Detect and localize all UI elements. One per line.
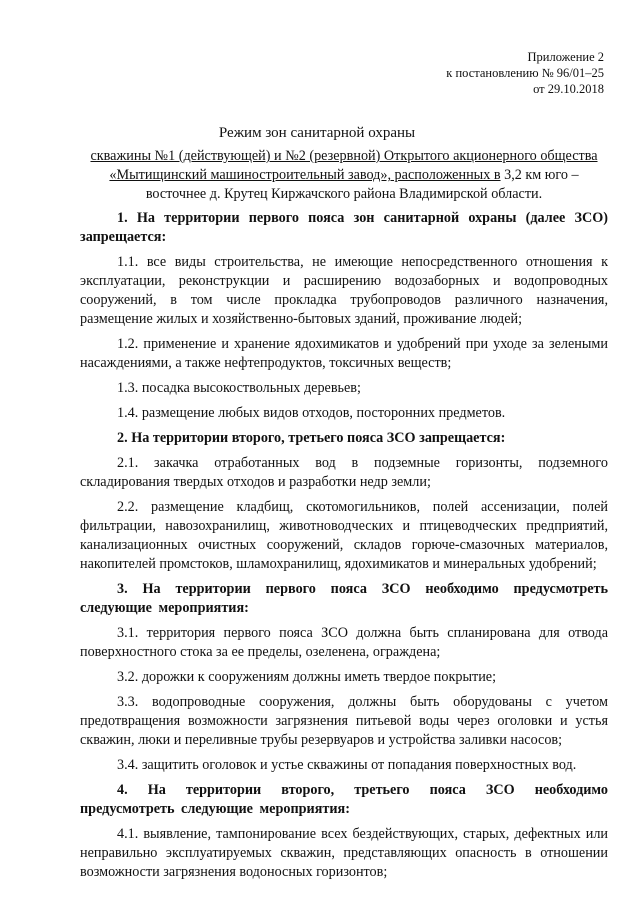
annex-resolution-number: к постановлению № 96/01–25: [446, 66, 604, 80]
annex-reference: [446, 49, 604, 97]
item-4-1: 4.1. выявление, тампонирование всех бездействующих, старых, дефектных или неправильно эксплуатируемых скважин, представляющих опасность в отношении возможности загрязнения водоносных горизонтов;: [80, 826, 608, 880]
subtitle-location-text: 3,2 км юго – восточнее д. Крутец Киржачского района Владимирской области.: [145, 167, 579, 202]
document-body: [80, 147, 608, 888]
item-3-1: 3.1. территория первого пояса ЗСО должна быть спланирована для отвода поверхностного стока за ее пределы, озеленена, ограждена;: [80, 625, 608, 660]
item-1-3: 1.3. посадка высокоствольных деревьев;: [117, 380, 361, 396]
document-title: Режим зон санитарной охраны: [218, 125, 416, 141]
subtitle-underlined-text: скважины №1 (действующей) и №2 (резервной) Открытого акционерного общества «Мытищинский машиностроительный завод», расположенных в: [90, 148, 598, 183]
item-1-4: 1.4. размещение любых видов отходов, посторонних предметов.: [117, 405, 506, 421]
item-2-1: 2.1. закачка отработанных вод в подземные горизонты, подземного складирования твердых отходов и разработки недр земли;: [80, 455, 608, 490]
item-2-2: 2.2. размещение кладбищ, скотомогильников, полей ассенизации, полей фильтрации, навозохранилищ, животноводческих и птицеводческих предприятий, канализационных очистных сооружений, складов горюче-смазочных материалов, накопителей промстоков, шламохранилищ, ядохимикатов и минеральных удобрений;: [80, 499, 608, 572]
item-3-3: 3.3. водопроводные сооружения, должны быть оборудованы с учетом предотвращения возможности загрязнения питьевой воды через оголовки и устья скважин, люки и переливные трубы резервуаров и устройства заливки насосов;: [80, 694, 608, 748]
item-1-1: 1.1. все виды строительства, не имеющие непосредственного отношения к эксплуатации, реконструкции и расширению водозаборных и водопроводных сооружений, в том числе прокладка трубопроводов различного назначения, размещение жилых и хозяйственно-бытовых зданий, проживание людей;: [80, 254, 608, 327]
item-3-4: 3.4. защитить оголовок и устье скважины от попадания поверхностных вод.: [117, 757, 577, 773]
document-subtitle: [80, 147, 608, 204]
annex-resolution-date: от 29.10.2018: [533, 82, 604, 96]
item-3-2: 3.2. дорожки к сооружениям должны иметь твердое покрытие;: [117, 669, 497, 685]
section-2-heading: 2. На территории второго, третьего пояса ЗСО запрещается:: [117, 430, 506, 446]
section-3-heading: 3. На территории первого пояса ЗСО необходимо предусмотреть следующие мероприятия:: [80, 581, 608, 616]
annex-number: Приложение 2: [527, 50, 604, 64]
item-1-2: 1.2. применение и хранение ядохимикатов и удобрений при уходе за зелеными насаждениями, а также нефтепродуктов, токсичных веществ;: [80, 336, 608, 371]
section-1-heading: 1. На территории первого пояса зон санитарной охраны (далее ЗСО) запрещается:: [80, 210, 608, 245]
section-4-heading: 4. На территории второго, третьего пояса ЗСО необходимо предусмотреть следующие мероприятия:: [80, 782, 608, 817]
